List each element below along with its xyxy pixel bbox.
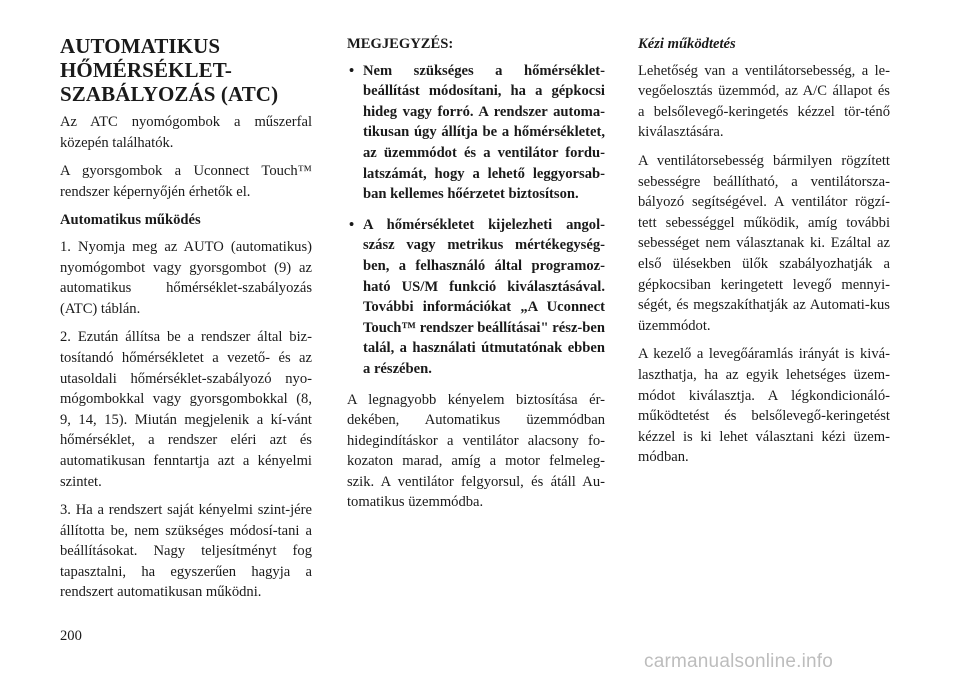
paragraph: A legnagyobb kényelem biztosítása ér-dekében, Automatikus üzemmódban hidegindításkor a ventilátor alacsony fo-kozaton marad, amíg a motor felmeleg-szik. A ventilátor felgyorsul, és átáll Au-tomatikus üzemmódba. [347,391,605,511]
note-item [347,61,605,205]
bullet-icon: • [349,216,355,233]
paragraph: A gyorsgombok a Uconnect Touch™ rendszer képernyőjén érhetők el. [60,163,312,200]
column-left [60,34,312,611]
paragraph: Lehetőség van a ventilátorsebesség, a le-vegőelosztás üzemmód, az A/C állapot és a belsőlevegő-keringetés kézzel tör-ténő kiválasztására. [638,62,890,141]
title-line: AUTOMATIKUS [60,34,221,58]
step-paragraph: 2. Ezután állítsa be a rendszer által biz-tosítandó hőmérsékletet a vezető- és az utasoldali hőmérséklet-szabályozó nyo-mógombokkal vagy gyorsgombokkal (8, 9, 14, 15). Miután megjelenik a kí-vánt hőmérséklet, a rendszer eléri azt és automatikusan fenntartja azt a kényelmi szintet. [60,329,312,490]
bullet-icon: • [349,62,355,79]
note-list [347,61,605,380]
page-number: 200 [60,628,82,644]
note-item [347,215,605,380]
title-line: HŐMÉRSÉKLET- [60,58,232,82]
paragraph: Az ATC nyomógombok a műszerfal közepén találhatók. [60,114,312,151]
subheading-automatic: Automatikus működés [60,212,201,229]
paragraph: A ventilátorsebesség bármilyen rögzített sebességre beállítható, a ventilátorsza-bályozó segítségével. A ventilátor rögzí-tett sebességgel működik, amíg további sebességet nem választanak ki. Ezáltal az első ülésekben ülők szabályozhatják a gépkocsiban keringetett levegő mennyi-ségét, és megszakíthatják az Automati-kus üzemmódot. [638,152,890,334]
step-paragraph: 3. Ha a rendszert saját kényelmi szint-jére állította be, nem szükséges módosí-tani a beállításokat. Nagy teljesítményt fog tapasztalni, ha egyszerűen hagyja a rendszert automatikusan működni. [60,502,312,601]
column-right [638,34,890,476]
paragraph: A kezelő a levegőáramlás irányát is kivá-laszthatja, ha az egyik lehetséges üzem-módot kiválasztja. A légkondicionáló-működtetést és belsőlevegő-keringetést kézzel is ki lehet választani kézi üzem-módban. [638,346,890,466]
column-middle [347,34,605,521]
note-heading: MEGJEGYZÉS: [347,36,454,52]
watermark: carmanualsonline.info [644,651,834,672]
note-text: A hőmérsékletet kijelezheti angol-szász vagy metrikus mértékegység-ben, a felhasználó által programoz-ható US/M funkció kiválasztásával. További információkat „A Uconnect Touch™ rendszer beállításai" rész-ben talál, a használati útmutatónak ebben a részében. [363,216,605,377]
subheading-manual: Kézi működtetés [638,36,736,52]
step-paragraph: 1. Nyomja meg az AUTO (automatikus) nyomógombot vagy gyorsgombot (9) az automatikus hőmérséklet-szabályozás (ATC) táblán. [60,238,312,317]
note-text: Nem szükséges a hőmérséklet-beállítást módosítani, ha a gépkocsi hideg vagy forró. A rendszer automa-tikusan úgy állítja be a hőmérsékletet, az üzemmódot és a ventilátor fordu-latszámát, hogy a lehető leggyorsab-ban kellemes hőérzetet biztosítson. [363,62,605,203]
section-title [60,34,312,106]
title-line: SZABÁLYOZÁS (ATC) [60,82,279,106]
